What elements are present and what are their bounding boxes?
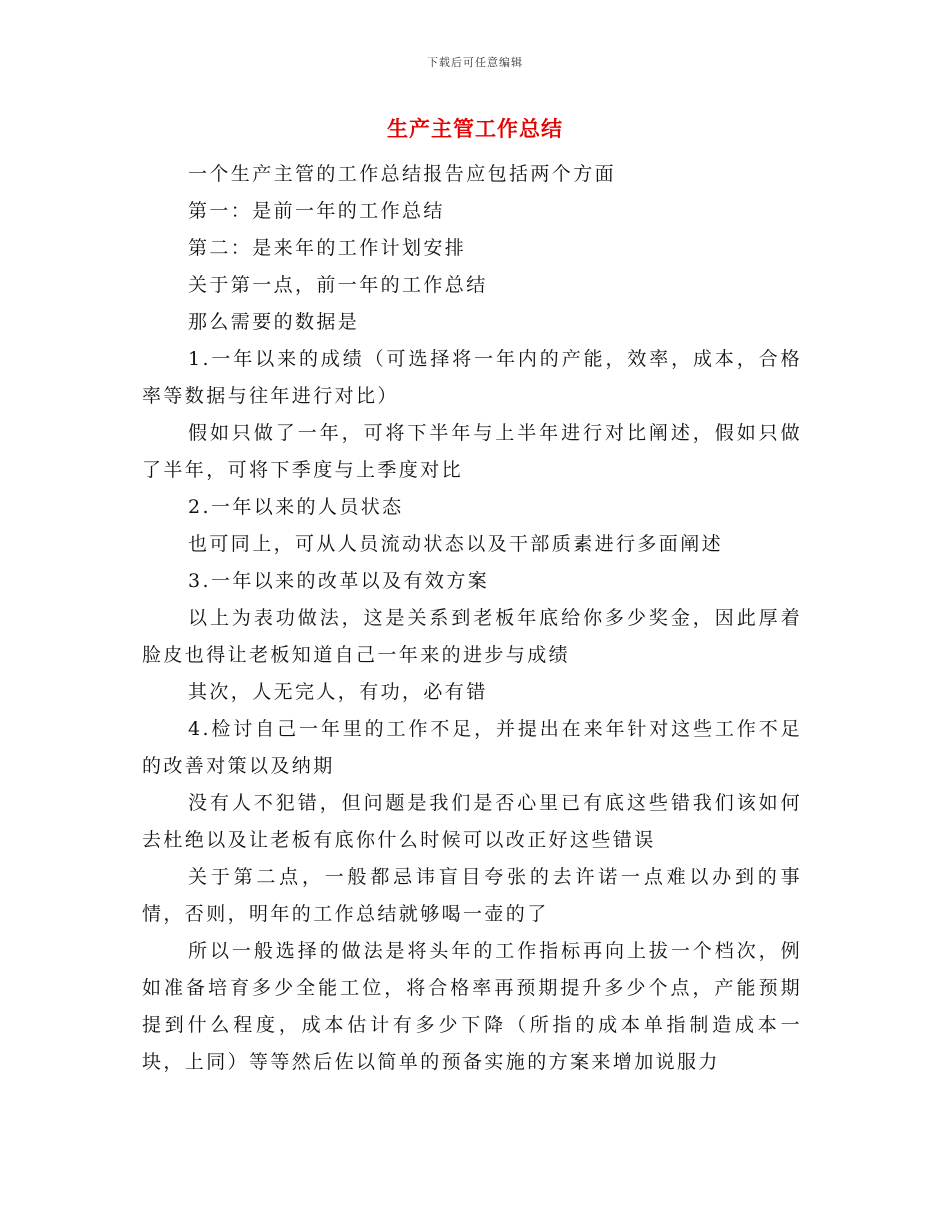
paragraph: 第一：是前一年的工作总结 [188, 200, 445, 222]
paragraph: 一个生产主管的工作总结报告应包括两个方面 [188, 163, 617, 185]
paragraph: 以上为表功做法，这是关系到老板年底给你多少奖金，因此厚着脸皮也得让老板知道自己一年来的进步与成绩 [142, 607, 802, 666]
paragraph: 假如只做了一年，可将下半年与上半年进行对比阐述，假如只做了半年，可将下季度与上季度对比 [142, 422, 802, 481]
paragraph: 4.检讨自己一年里的工作不足，并提出在来年针对这些工作不足的改善对策以及纳期 [142, 718, 802, 777]
paragraph: 也可同上，可从人员流动状态以及干部质素进行多面阐述 [188, 533, 724, 555]
paragraph: 关于第一点，前一年的工作总结 [188, 274, 488, 296]
document-title: 生产主管工作总结 [387, 117, 563, 141]
paragraph: 所以一般选择的做法是将头年的工作指标再向上拔一个档次，例如准备培育多少全能工位，将合格率再预期提升多少个点，产能预期提到什么程度，成本估计有多少下降（所指的成本单指制造成本一块，上同）等等然后佐以简单的预备实施的方案来增加说服力 [142, 940, 802, 1073]
header-note: 下载后可任意编辑 [427, 56, 523, 69]
paragraph: 那么需要的数据是 [188, 311, 360, 333]
paragraph: 1.一年以来的成绩（可选择将一年内的产能，效率，成本，合格率等数据与往年进行对比） [142, 348, 802, 407]
paragraph: 其次，人无完人，有功，必有错 [188, 681, 488, 703]
paragraph: 3.一年以来的改革以及有效方案 [188, 570, 490, 592]
paragraph: 关于第二点，一般都忌讳盲目夸张的去许诺一点难以办到的事情，否则，明年的工作总结就够喝一壶的了 [142, 866, 802, 925]
paragraph: 没有人不犯错，但问题是我们是否心里已有底这些错我们该如何去杜绝以及让老板有底你什么时候可以改正好这些错误 [142, 792, 802, 851]
paragraph: 2.一年以来的人员状态 [188, 496, 404, 518]
document-body [142, 156, 802, 1081]
paragraph: 第二：是来年的工作计划安排 [188, 237, 467, 259]
